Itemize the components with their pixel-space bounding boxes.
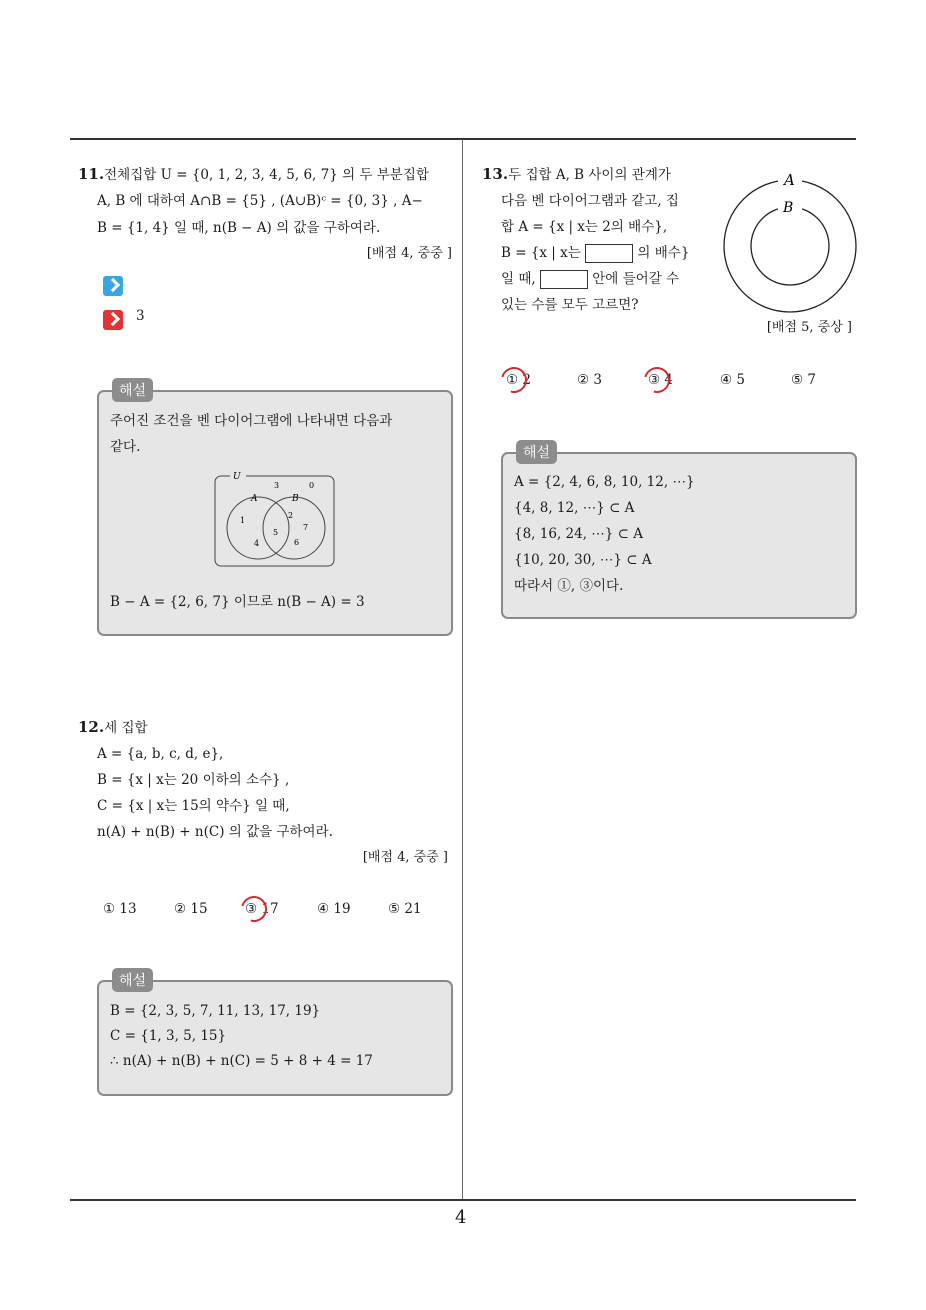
q13-explanation-line-2: {4, 8, 12, ⋯} ⊂ A	[514, 500, 635, 516]
venn-only-b-7: 7	[303, 523, 309, 532]
q11-block	[78, 162, 429, 188]
q13-block	[482, 162, 671, 188]
q13-line-4-start: B = {x | x는	[501, 245, 581, 261]
q13-choice-1[interactable]: ① 2	[506, 372, 531, 388]
q12-score: [배점 4, 중중 ]	[362, 850, 448, 865]
venn-outside-3: 3	[274, 481, 280, 490]
q13-line-5-end: 안에 들어갈 수	[592, 271, 680, 287]
q12-line-5: n(A) + n(B) + n(C) 의 값을 구하여라.	[97, 824, 333, 840]
q11-number: 11.	[78, 165, 105, 183]
q12-line-2: A = {a, b, c, d, e},	[97, 746, 224, 762]
q12-explanation-line-1: B = {2, 3, 5, 7, 11, 13, 17, 19}	[110, 1003, 321, 1019]
q12-block	[78, 715, 148, 741]
bottom-rule	[70, 1199, 856, 1201]
q12-number: 12.	[78, 718, 105, 736]
q13-line-5-start: 일 때,	[501, 271, 536, 287]
venn-both-5: 5	[273, 528, 279, 537]
q13-explanation-line-4: {10, 20, 30, ⋯} ⊂ A	[514, 552, 652, 568]
q12-choice-4[interactable]: ④ 19	[317, 901, 351, 917]
venn-u-label: U	[233, 472, 241, 482]
q13-choice-3[interactable]: ③ 4	[648, 372, 673, 388]
q13-choice-4[interactable]: ④ 5	[720, 372, 745, 388]
q11-line-1: 전체집합 U = {0, 1, 2, 3, 4, 5, 6, 7} 의 두 부분집합	[104, 167, 429, 183]
q13-line-4-end: 의 배수}	[637, 245, 690, 261]
q13-selected-mark-1	[496, 362, 532, 398]
q13-outer-label: A	[784, 171, 795, 189]
q11-explanation-result: B − A = {2, 6, 7} 이므로 n(B − A) = 3	[110, 594, 365, 610]
venn-only-b-2: 2	[288, 511, 294, 520]
q13-line-2: 다음 벤 다이어그램과 같고, 집	[501, 193, 679, 209]
q13-explanation-line-5: 따라서 ①, ③이다.	[514, 578, 624, 594]
q12-explanation-line-3: ∴ n(A) + n(B) + n(C) = 5 + 8 + 4 = 17	[110, 1053, 373, 1069]
top-rule	[70, 138, 856, 140]
q13-explanation-tag: 해설	[516, 440, 557, 464]
q12-explanation-line-2: C = {1, 3, 5, 15}	[110, 1028, 227, 1044]
q11-explanation-tag: 해설	[112, 378, 153, 402]
q11-line-3: B = {1, 4} 일 때, n(B − A) 의 값을 구하여라.	[97, 220, 381, 236]
q12-line-4: C = {x | x는 15의 약수} 일 때,	[97, 798, 290, 814]
q13-explanation-line-3: {8, 16, 24, ⋯} ⊂ A	[514, 526, 644, 542]
q13-line-5	[501, 267, 679, 292]
venn-b-label: B	[292, 494, 299, 504]
q13-blank-box	[585, 244, 633, 263]
q13-inner-label: B	[783, 200, 794, 216]
q12-choice-5[interactable]: ⑤ 21	[388, 901, 422, 917]
q12-explanation-tag: 해설	[112, 968, 153, 992]
q11-explanation-line-1: 주어진 조건을 벤 다이어그램에 나타내면 다음과	[110, 413, 393, 429]
q13-line-6: 있는 수를 모두 고르면?	[501, 297, 639, 313]
venn-only-a-1: 1	[240, 516, 246, 525]
q13-choice-5[interactable]: ⑤ 7	[791, 372, 816, 388]
q12-line-3: B = {x | x는 20 이하의 소수} ,	[97, 772, 290, 788]
answer-arrow-icon[interactable]	[103, 310, 123, 330]
venn-only-a-4: 4	[254, 539, 260, 548]
venn-a-label: A	[251, 494, 258, 504]
q12-choice-3[interactable]: ③ 17	[245, 901, 279, 917]
q13-line-3: 합 A = {x | x는 2의 배수},	[501, 219, 668, 235]
q11-explanation-line-2: 같다.	[110, 439, 141, 455]
q13-score: [배점 5, 중상 ]	[766, 320, 852, 335]
q11-score: [배점 4, 중중 ]	[366, 246, 452, 261]
q13-explanation-line-1: A = {2, 4, 6, 8, 10, 12, ⋯}	[514, 474, 695, 490]
q13-choice-2[interactable]: ② 3	[577, 372, 602, 388]
q12-choice-1[interactable]: ① 13	[103, 901, 137, 917]
q11-venn-diagram	[212, 468, 338, 570]
q12-choice-2[interactable]: ② 15	[174, 901, 208, 917]
q12-selected-mark	[236, 891, 272, 927]
q13-line-1: 두 집합 A, B 사이의 관계가	[508, 167, 671, 183]
venn-outside-0: 0	[309, 481, 315, 490]
venn-only-b-6: 6	[294, 538, 300, 547]
q13-selected-mark-3	[639, 362, 675, 398]
q11-line-2: A, B 에 대하여 A∩B = {5} , (A∪B)ᶜ = {0, 3} , A−	[97, 193, 423, 209]
q12-line-1: 세 집합	[104, 720, 148, 736]
q13-diagram	[720, 168, 862, 318]
show-answer-icon[interactable]	[103, 276, 123, 296]
q13-blank-box-2	[540, 270, 588, 289]
q11-answer: 3	[136, 308, 145, 324]
page-number: 4	[455, 1207, 467, 1228]
column-divider	[462, 139, 463, 1201]
q13-line-4	[501, 241, 689, 266]
q13-number: 13.	[482, 165, 509, 183]
